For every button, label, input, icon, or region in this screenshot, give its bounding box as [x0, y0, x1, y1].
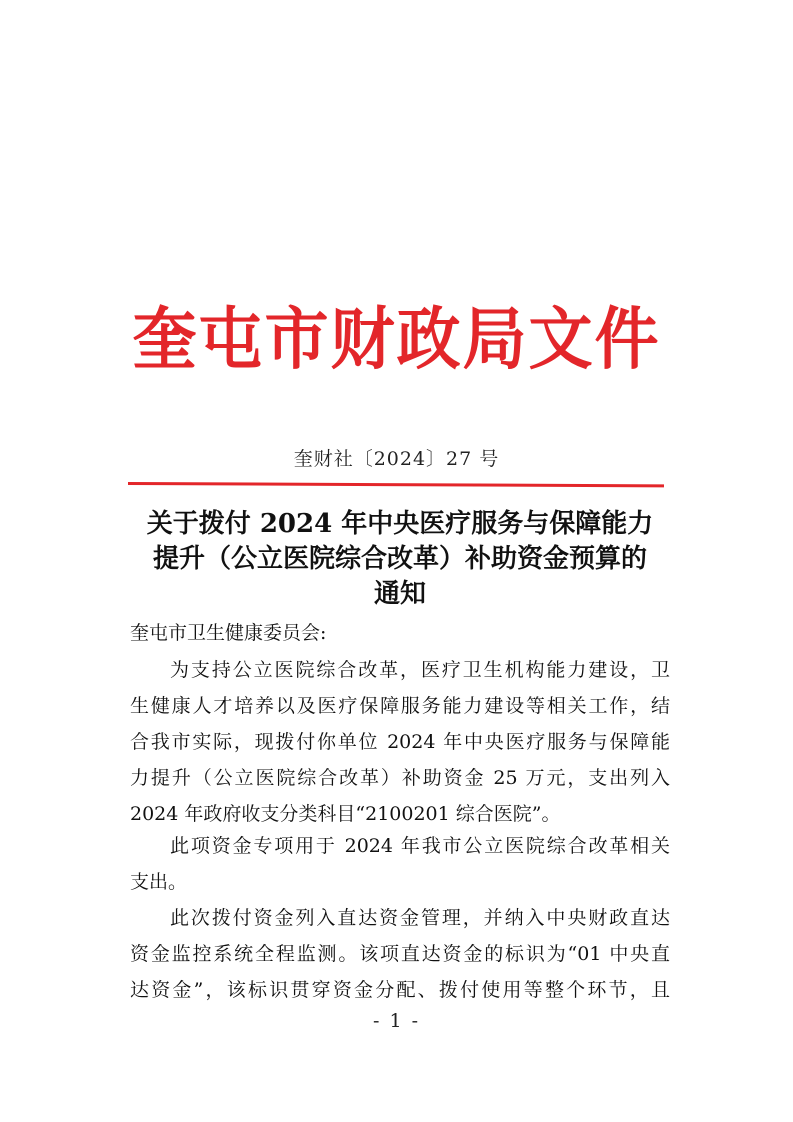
title-line: 通知	[373, 579, 426, 609]
body-paragraph	[130, 828, 670, 900]
body-paragraph	[130, 900, 670, 1008]
paragraph-line: 为支持公立医院综合改革，医疗卫生机构能力建设，卫	[170, 659, 670, 681]
page-number: - 1 -	[372, 1010, 420, 1032]
paragraph-line: 生健康人才培养以及医疗保障服务能力建设等相关工作，结	[130, 695, 670, 717]
document-number: 奎财社〔2024〕27 号	[293, 448, 500, 470]
paragraph-line: 力提升（公立医院综合改革）补助资金 25 万元，支出列入	[130, 767, 670, 789]
paragraph-line: 此次拨付资金列入直达资金管理，并纳入中央财政直达	[170, 907, 670, 929]
paragraph-line: 资金监控系统全程监测。该项直达资金的标识为“01 中央直	[130, 943, 670, 965]
paragraph-line: 此项资金专项用于 2024 年我市公立医院综合改革相关	[170, 835, 670, 857]
notice-title	[120, 507, 680, 612]
body-paragraph	[130, 652, 670, 832]
title-line: 提升（公立医院综合改革）补助资金预算的	[152, 544, 647, 574]
paragraph-line: 达资金”，该标识贯穿资金分配、拨付使用等整个环节，且	[130, 979, 670, 1001]
addressee: 奎屯市卫生健康委员会:	[130, 622, 327, 644]
paragraph-line: 2024 年政府收支分类科目“2100201 综合医院”。	[130, 803, 561, 825]
red-separator-line	[128, 482, 664, 487]
paragraph-line: 支出。	[130, 871, 188, 893]
paragraph-line: 合我市实际，现拨付你单位 2024 年中央医疗服务与保障能	[130, 731, 670, 753]
masthead-title: 奎屯市财政局文件	[132, 300, 661, 380]
title-line: 关于拨付 2024 年中央医疗服务与保障能力	[146, 509, 654, 539]
